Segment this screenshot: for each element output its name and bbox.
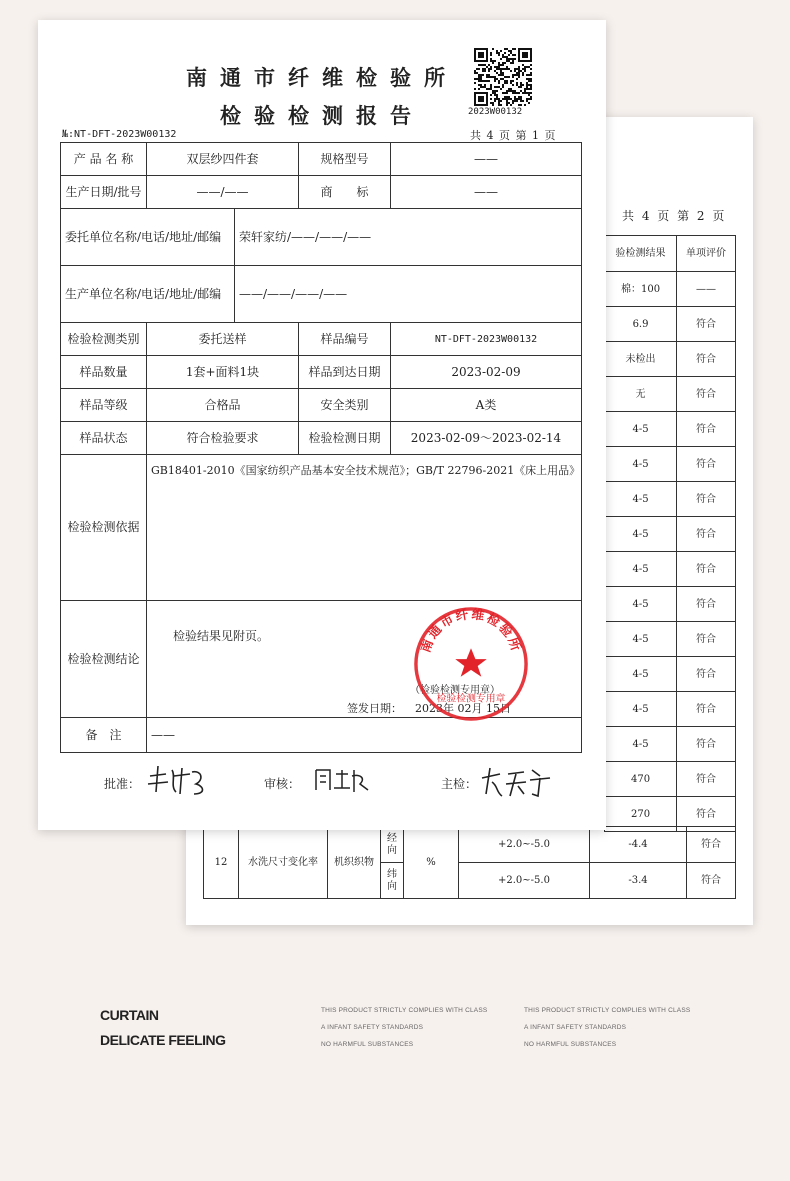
rating-value: 符合 xyxy=(677,552,736,587)
report-page-1 xyxy=(38,20,606,830)
result-warp: -4.4 xyxy=(590,827,687,863)
svg-text:南通市纤维检验所 xyxy=(417,606,524,655)
item-number: 12 xyxy=(204,827,239,899)
result-value: 6.9 xyxy=(605,307,677,342)
page2-page-info: 共 4 页 第 2 页 xyxy=(622,209,727,223)
brand-label: 商 标 xyxy=(299,176,391,209)
report-number: №:NT-DFT-2023W00132 xyxy=(62,129,177,140)
result-row xyxy=(605,727,736,762)
result-row xyxy=(605,692,736,727)
safety-label: 安全类别 xyxy=(299,389,391,422)
requirement-weft: +2.0~-5.0 xyxy=(459,863,590,899)
approve-signature xyxy=(146,762,216,798)
report-title: 检验检测报告 xyxy=(220,103,424,128)
result-value: 4-5 xyxy=(605,482,677,517)
rating-value: 符合 xyxy=(677,412,736,447)
rating-value: 符合 xyxy=(677,377,736,412)
result-value: 4-5 xyxy=(605,622,677,657)
footer-col2-line3: NO HARMFUL SUBSTANCES xyxy=(524,1041,617,1048)
footer-col1-line1: THIS PRODUCT STRICTLY COMPLIES WITH CLASS xyxy=(321,1007,488,1014)
rating-value: 符合 xyxy=(677,517,736,552)
state-value: 符合检验要求 xyxy=(147,422,299,455)
issue-date-label: 签发日期： xyxy=(347,702,402,715)
rating-value: 符合 xyxy=(677,762,736,797)
official-seal xyxy=(412,605,530,723)
result-row xyxy=(605,342,736,377)
seal-bottom-text: 检验检测专用章 xyxy=(436,693,506,705)
footer-col2-line2: A INFANT SAFETY STANDARDS xyxy=(524,1024,627,1031)
footer-col1-line2: A INFANT SAFETY STANDARDS xyxy=(321,1024,424,1031)
rating-value: 符合 xyxy=(677,657,736,692)
review-label: 审核： xyxy=(264,777,301,791)
producer-value: ——/——/——/—— xyxy=(235,266,582,323)
result-row xyxy=(605,517,736,552)
safety-value: A类 xyxy=(391,389,582,422)
client-label: 委托单位名称/电话/地址/邮编 xyxy=(61,209,235,266)
result-value: 4-5 xyxy=(605,517,677,552)
product-name-value: 双层纱四件套 xyxy=(147,143,299,176)
producer-label: 生产单位名称/电话/地址/邮编 xyxy=(61,266,235,323)
footer-brand-line2: DELICATE FEELING xyxy=(100,1032,226,1048)
category-label: 检验检测类别 xyxy=(61,323,147,356)
rating-value: 符合 xyxy=(677,587,736,622)
spec-label: 规格型号 xyxy=(299,143,391,176)
category-value: 委托送样 xyxy=(147,323,299,356)
remark-value: —— xyxy=(147,718,582,753)
seal-arc-text: 南通市纤维检验所 xyxy=(418,607,524,655)
page2-bottom-table xyxy=(203,826,736,899)
remark-label: 备 注 xyxy=(61,718,147,753)
stamp-note: （检验检测专用章） xyxy=(410,685,500,696)
rating-value: 符合 xyxy=(677,622,736,657)
item-name: 水洗尺寸变化率 xyxy=(239,827,328,899)
grade-value: 合格品 xyxy=(147,389,299,422)
result-weft: -3.4 xyxy=(590,863,687,899)
grade-label: 样品等级 xyxy=(61,389,147,422)
brand-value: —— xyxy=(391,176,582,209)
qty-label: 样品数量 xyxy=(61,356,147,389)
result-row xyxy=(605,377,736,412)
result-value: 4-5 xyxy=(605,587,677,622)
qty-value: 1套+面料1块 xyxy=(147,356,299,389)
rating-value: 符合 xyxy=(677,307,736,342)
qr-code-icon xyxy=(473,48,533,106)
product-name-label: 产 品 名 称 xyxy=(61,143,147,176)
rating-value: 符合 xyxy=(677,727,736,762)
result-value: 未检出 xyxy=(605,342,677,377)
qr-caption: 2023W00132 xyxy=(468,107,523,117)
page1-page-info: 共 4 页 第 1 页 xyxy=(470,129,557,142)
spec-value: —— xyxy=(391,143,582,176)
direction-warp: 经向 xyxy=(381,827,404,863)
result-header: 验检测结果 xyxy=(605,236,677,272)
direction-weft: 纬向 xyxy=(381,863,404,899)
date-value: ——/—— xyxy=(147,176,299,209)
conclusion-value: 检验结果见附页。 xyxy=(173,629,270,643)
rating-value: 符合 xyxy=(677,482,736,517)
arrival-label: 样品到达日期 xyxy=(299,356,391,389)
state-label: 样品状态 xyxy=(61,422,147,455)
result-row xyxy=(605,762,736,797)
test-date-label: 检验检测日期 xyxy=(299,422,391,455)
requirement-warp: +2.0~-5.0 xyxy=(459,827,590,863)
review-signature xyxy=(310,764,370,796)
basis-label: 检验检测依据 xyxy=(61,455,147,601)
arrival-value: 2023-02-09 xyxy=(391,356,582,389)
rating-value: 符合 xyxy=(677,447,736,482)
rating-header: 单项评价 xyxy=(677,236,736,272)
result-value: 4-5 xyxy=(605,657,677,692)
result-value: 4-5 xyxy=(605,727,677,762)
rating-value: 符合 xyxy=(677,797,736,832)
approve-label: 批准： xyxy=(104,777,141,791)
result-value: 270 xyxy=(605,797,677,832)
result-row xyxy=(605,482,736,517)
footer-brand-line1: CURTAIN xyxy=(100,1007,159,1023)
result-value: 4-5 xyxy=(605,552,677,587)
sample-no-label: 样品编号 xyxy=(299,323,391,356)
result-value: 棉：100 xyxy=(605,272,677,307)
report-title-org: 南通市纤维检验所 xyxy=(186,65,458,90)
result-row xyxy=(605,272,736,307)
rating-value: 符合 xyxy=(677,692,736,727)
inspector-label: 主检： xyxy=(441,777,478,791)
result-value: 4-5 xyxy=(605,447,677,482)
result-row xyxy=(605,657,736,692)
rating-value: —— xyxy=(677,272,736,307)
issue-date-value: 2023年 02月 15日 xyxy=(415,702,511,715)
inspector-signature xyxy=(478,762,554,800)
conclusion-label: 检验检测结论 xyxy=(61,601,147,718)
result-row xyxy=(605,587,736,622)
rating-value: 符合 xyxy=(677,342,736,377)
item-unit: % xyxy=(404,827,459,899)
page2-results-table xyxy=(604,235,736,832)
client-value: 荣轩家纺/——/——/—— xyxy=(235,209,582,266)
result-value: 470 xyxy=(605,762,677,797)
result-row xyxy=(605,307,736,342)
test-date-value: 2023-02-09～2023-02-14 xyxy=(391,422,582,455)
footer-col1-line3: NO HARMFUL SUBSTANCES xyxy=(321,1041,414,1048)
rating-warp: 符合 xyxy=(687,827,736,863)
rating-weft: 符合 xyxy=(687,863,736,899)
result-row xyxy=(605,447,736,482)
result-value: 4-5 xyxy=(605,412,677,447)
result-row xyxy=(605,412,736,447)
result-row xyxy=(605,552,736,587)
footer-col2-line1: THIS PRODUCT STRICTLY COMPLIES WITH CLASS xyxy=(524,1007,691,1014)
sample-no-value: NT-DFT-2023W00132 xyxy=(391,323,582,356)
result-row xyxy=(605,622,736,657)
date-label: 生产日期/批号 xyxy=(61,176,147,209)
item-type: 机织织物 xyxy=(328,827,381,899)
basis-value: GB18401-2010《国家纺织产品基本安全技术规范》；GB/T 22796-2021《床上用品》 xyxy=(147,455,582,601)
result-value: 4-5 xyxy=(605,692,677,727)
result-value: 无 xyxy=(605,377,677,412)
